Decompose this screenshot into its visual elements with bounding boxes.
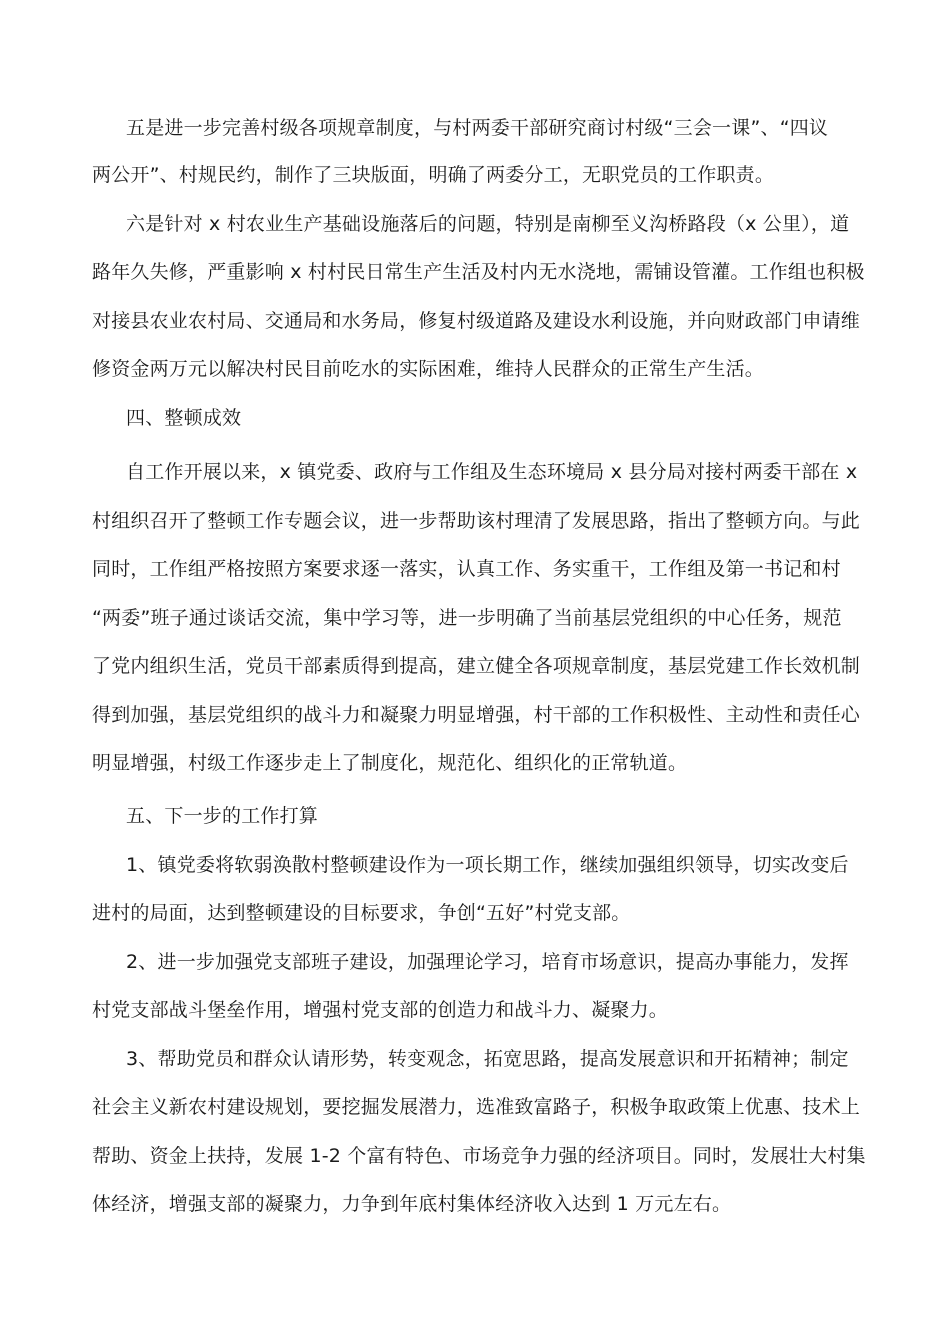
section-heading-results: 四、整顿成效 — [126, 407, 242, 429]
item-2-line-2: 村党支部战斗堡垒作用，增强村党支部的创造力和战斗力、凝聚力。 — [92, 999, 669, 1021]
item-3-line-1: 3、帮助党员和群众认请形势，转变观念，拓宽思路，提高发展意识和开拓精神；制定 — [126, 1048, 849, 1070]
item-1-line-2: 进村的局面，达到整顿建设的目标要求，争创“五好”村党支部。 — [92, 902, 631, 924]
item-3-line-4: 体经济，增强支部的凝聚力，力争到年底村集体经济收入达到 1 万元左右。 — [92, 1193, 732, 1215]
item-3-line-2: 社会主义新农村建设规划，要挖掘发展潜力，选准致富路子，积极争取政策上优惠、技术上 — [92, 1096, 861, 1118]
results-paragraph-line-4: “两委”班子通过谈话交流，集中学习等，进一步明确了当前基层党组织的中心任务，规范 — [92, 607, 842, 629]
results-paragraph-line-7: 明显增强，村级工作逐步走上了制度化，规范化、组织化的正常轨道。 — [92, 752, 688, 774]
paragraph-5-line-2: 两公开”、村规民约，制作了三块版面，明确了两委分工，无职党员的工作职责。 — [92, 164, 775, 186]
item-3-line-3: 帮助、资金上扶持，发展 1-2 个富有特色、市场竞争力强的经济项目。同时，发展壮大村集 — [92, 1145, 866, 1167]
results-paragraph-line-2: 村组织召开了整顿工作专题会议，进一步帮助该村理清了发展思路，指出了整顿方向。与此 — [92, 510, 861, 532]
paragraph-6-line-1: 六是针对 x 村农业生产基础设施落后的问题，特别是南柳至义沟桥路段（x 公里），道 — [126, 213, 850, 235]
item-2-line-1: 2、进一步加强党支部班子建设，加强理论学习，培育市场意识，提高办事能力，发挥 — [126, 951, 849, 973]
paragraph-5-line-1: 五是进一步完善村级各项规章制度，与村两委干部研究商讨村级“三会一课”、“四议 — [126, 117, 829, 139]
results-paragraph-line-6: 得到加强，基层党组织的战斗力和凝聚力明显增强，村干部的工作积极性、主动性和责任心 — [92, 704, 861, 726]
paragraph-6-line-4: 修资金两万元以解决村民目前吃水的实际困难，维持人民群众的正常生产生活。 — [92, 358, 765, 380]
paragraph-6-line-2: 路年久失修，严重影响 x 村村民日常生产生活及村内无水浇地，需铺设管灌。工作组也积极 — [92, 261, 865, 283]
results-paragraph-line-1: 自工作开展以来，x 镇党委、政府与工作组及生态环境局 x 县分局对接村两委干部在 x — [126, 461, 858, 483]
results-paragraph-line-3: 同时，工作组严格按照方案要求逐一落实，认真工作、务实重干，工作组及第一书记和村 — [92, 558, 841, 580]
results-paragraph-line-5: 了党内组织生活，党员干部素质得到提高，建立健全各项规章制度，基层党建工作长效机制 — [92, 655, 861, 677]
item-1-line-1: 1、镇党委将软弱涣散村整顿建设作为一项长期工作，继续加强组织领导，切实改变后 — [126, 854, 849, 876]
paragraph-6-line-3: 对接县农业农村局、交通局和水务局，修复村级道路及建设水利设施，并向财政部门申请维 — [92, 310, 861, 332]
section-heading-next-steps: 五、下一步的工作打算 — [126, 805, 319, 827]
